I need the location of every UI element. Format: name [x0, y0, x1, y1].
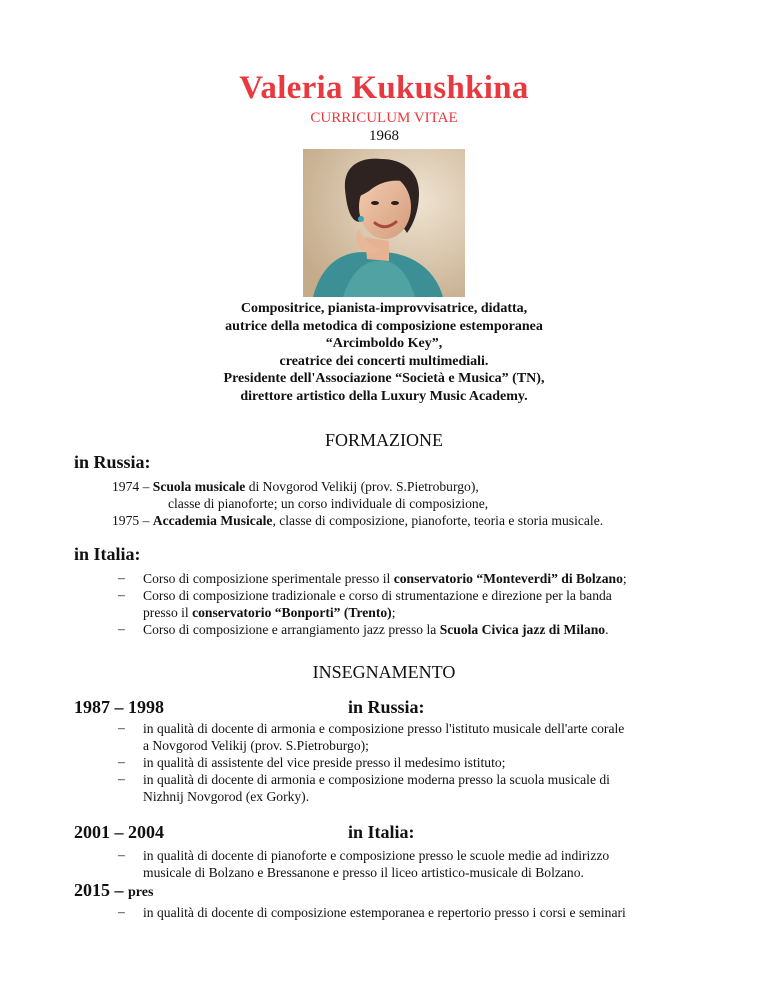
list-item — [143, 771, 713, 805]
school-name: Scuola musicale — [152, 479, 246, 494]
text-line: in qualità di docente di armonia e composizione presso l'istituto musicale dell'arte corale — [143, 721, 625, 736]
text-line: Corso di composizione tradizionale e corso di strumentazione e direzione per la banda — [143, 588, 612, 603]
period-place: in Italia: — [348, 822, 415, 842]
bio-line: “Arcimboldo Key”, — [325, 336, 443, 351]
list-item — [143, 754, 713, 771]
list-item — [143, 570, 713, 587]
bullet-dash: – — [118, 570, 125, 585]
portrait-photo — [303, 149, 465, 297]
formazione-russia-line: classe di pianoforte; un corso individuale di composizione, — [168, 496, 489, 511]
birth-year: 1968 — [369, 128, 399, 144]
bullet-dash: – — [118, 621, 125, 636]
formazione-russia-line — [112, 512, 603, 529]
list-item — [143, 587, 713, 621]
text-span: ; — [622, 571, 627, 586]
bio-line: autrice della metodica di composizione estemporanea — [225, 318, 543, 334]
cv-name: Valeria Kukushkina — [239, 70, 529, 106]
list-item — [143, 621, 713, 638]
text-span: presso il — [143, 605, 193, 620]
text-span: Corso di composizione sperimentale presso il — [143, 571, 394, 586]
text-line: musicale di Bolzano e Bressanone e presso il liceo artistico-musicale di Bolzano. — [143, 865, 584, 880]
bio-block — [0, 300, 768, 405]
text-span: Corso di composizione e arrangiamento jazz presso la — [143, 622, 440, 637]
text-line: in qualità di docente di composizione estemporanea e repertorio presso i corsi e seminari — [143, 905, 626, 920]
cv-subtitle: CURRICULUM VITAE — [310, 110, 458, 126]
year-label: 1975 — [112, 513, 140, 528]
bio-line: creatrice dei concerti multimediali. — [279, 353, 489, 369]
text-line: in qualità di assistente del vice preside presso il medesimo istituto; — [143, 755, 506, 770]
bullet-dash: – — [118, 771, 125, 786]
school-name: Accademia Musicale — [152, 513, 273, 528]
list-item — [143, 904, 713, 921]
section-title-insegnamento: INSEGNAMENTO — [312, 662, 456, 682]
bullet-dash: – — [118, 754, 125, 769]
school-name: conservatorio “Monteverdi” di Bolzano — [393, 571, 623, 586]
bio-line: Compositrice, pianista-improvvisatrice, didatta, — [240, 301, 528, 316]
bullet-dash: – — [118, 587, 125, 602]
period-years: 2001 – 2004 — [74, 822, 164, 842]
text-span: ; — [391, 605, 396, 620]
text-line: Nizhnij Novgorod (ex Gorky). — [143, 789, 310, 804]
heading-formazione-russia: in Russia: — [74, 452, 151, 472]
section-title-formazione: FORMAZIONE — [324, 430, 443, 450]
school-name: Scuola Civica jazz di Milano — [439, 622, 606, 637]
heading-formazione-italia: in Italia: — [74, 544, 141, 564]
bullet-dash: – — [118, 847, 125, 862]
bio-line: direttore artistico della Luxury Music Academy. — [240, 388, 528, 404]
text-span: , classe di composizione, pianoforte, teoria e storia musicale. — [272, 513, 604, 528]
text-span: di Novgorod Velikij (prov. S.Pietroburgo), — [245, 479, 479, 494]
text-line: in qualità di docente di armonia e composizione moderna presso la scuola musicale di — [143, 772, 610, 787]
bio-line: Presidente dell'Associazione “Società e Musica” (TN), — [223, 371, 545, 386]
school-name: conservatorio “Bonporti” (Trento) — [192, 605, 392, 620]
bullet-dash: – — [118, 720, 125, 735]
text-span: – — [139, 479, 153, 494]
text-span: . — [605, 622, 609, 637]
text-span: 2015 – — [74, 880, 128, 900]
text-span: – — [139, 513, 153, 528]
period-years: 1987 – 1998 — [74, 697, 164, 717]
period-years — [74, 880, 153, 901]
text-line: a Novgorod Velikij (prov. S.Pietroburgo); — [143, 738, 369, 753]
list-item — [143, 847, 713, 881]
bullet-dash: – — [118, 904, 125, 919]
list-item — [143, 720, 713, 754]
year-label: 1974 — [112, 479, 140, 494]
period-place: in Russia: — [348, 697, 425, 717]
text-span: pres — [128, 885, 154, 900]
text-line: in qualità di docente di pianoforte e composizione presso le scuole medie ad indirizzo — [143, 848, 610, 863]
formazione-russia-line — [112, 478, 479, 495]
